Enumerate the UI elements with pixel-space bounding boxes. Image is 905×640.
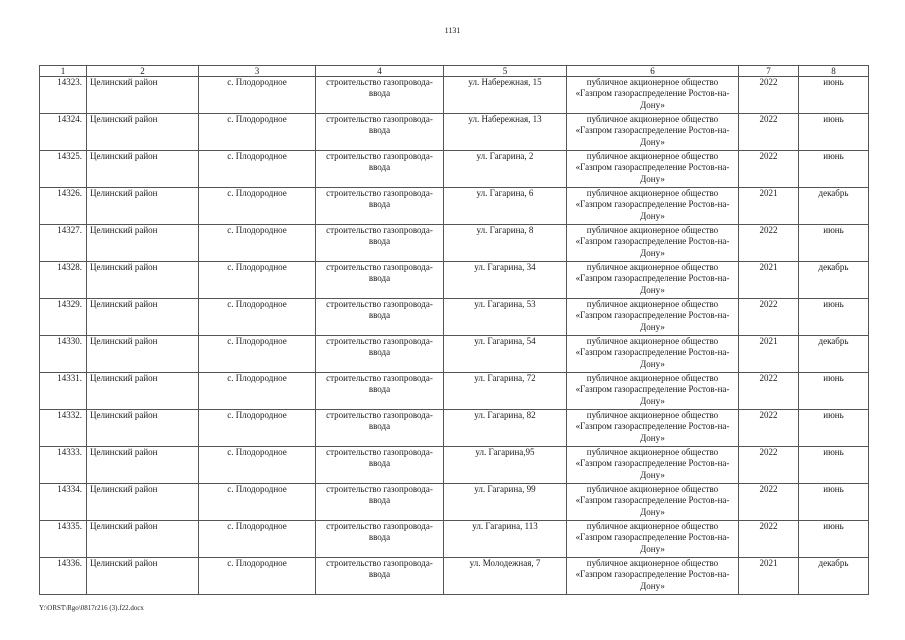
settlement-cell: с. Плодородное (199, 225, 316, 262)
header-cell: 4 (316, 66, 444, 77)
year-cell: 2022 (739, 299, 799, 336)
address-cell: ул. Гагарина, 53 (444, 299, 567, 336)
organization-cell: публичное акционерное общество «Газпром газораспределение Ростов-на-Дону» (567, 151, 739, 188)
organization-cell: публичное акционерное общество «Газпром газораспределение Ростов-на-Дону» (567, 262, 739, 299)
table-row (40, 558, 869, 595)
settlement-cell: с. Плодородное (199, 373, 316, 410)
row-number-cell: 14336. (40, 558, 87, 595)
year-cell: 2022 (739, 114, 799, 151)
work-type-cell: строительство газопровода-ввода (316, 262, 444, 299)
header-cell: 3 (199, 66, 316, 77)
district-cell: Целинский район (87, 299, 199, 336)
header-cell: 2 (87, 66, 199, 77)
year-cell: 2021 (739, 262, 799, 299)
header-cell: 7 (739, 66, 799, 77)
settlement-cell: с. Плодородное (199, 188, 316, 225)
work-type-cell: строительство газопровода-ввода (316, 558, 444, 595)
header-cell: 6 (567, 66, 739, 77)
settlement-cell: с. Плодородное (199, 484, 316, 521)
address-cell: ул. Гагарина, 72 (444, 373, 567, 410)
month-cell: июнь (799, 114, 869, 151)
organization-cell: публичное акционерное общество «Газпром газораспределение Ростов-на-Дону» (567, 299, 739, 336)
district-cell: Целинский район (87, 114, 199, 151)
district-cell: Целинский район (87, 336, 199, 373)
organization-cell: публичное акционерное общество «Газпром газораспределение Ростов-на-Дону» (567, 484, 739, 521)
month-cell: декабрь (799, 188, 869, 225)
settlement-cell: с. Плодородное (199, 151, 316, 188)
row-number-cell: 14327. (40, 225, 87, 262)
work-type-cell: строительство газопровода-ввода (316, 77, 444, 114)
organization-cell: публичное акционерное общество «Газпром газораспределение Ростов-на-Дону» (567, 188, 739, 225)
work-type-cell: строительство газопровода-ввода (316, 188, 444, 225)
table-row (40, 410, 869, 447)
document-table (39, 65, 869, 595)
address-cell: ул. Гагарина, 82 (444, 410, 567, 447)
month-cell: декабрь (799, 262, 869, 299)
address-cell: ул. Гагарина, 113 (444, 521, 567, 558)
organization-cell: публичное акционерное общество «Газпром газораспределение Ростов-на-Дону» (567, 336, 739, 373)
settlement-cell: с. Плодородное (199, 114, 316, 151)
table-row (40, 484, 869, 521)
month-cell: июнь (799, 484, 869, 521)
month-cell: июнь (799, 373, 869, 410)
row-number-cell: 14323. (40, 77, 87, 114)
district-cell: Целинский район (87, 151, 199, 188)
organization-cell: публичное акционерное общество «Газпром газораспределение Ростов-на-Дону» (567, 77, 739, 114)
work-type-cell: строительство газопровода-ввода (316, 225, 444, 262)
address-cell: ул. Гагарина, 2 (444, 151, 567, 188)
organization-cell: публичное акционерное общество «Газпром газораспределение Ростов-на-Дону» (567, 447, 739, 484)
row-number-cell: 14335. (40, 521, 87, 558)
settlement-cell: с. Плодородное (199, 447, 316, 484)
page-number: 1131 (444, 26, 461, 35)
organization-cell: публичное акционерное общество «Газпром газораспределение Ростов-на-Дону» (567, 558, 739, 595)
settlement-cell: с. Плодородное (199, 521, 316, 558)
year-cell: 2022 (739, 77, 799, 114)
work-type-cell: строительство газопровода-ввода (316, 447, 444, 484)
work-type-cell: строительство газопровода-ввода (316, 151, 444, 188)
work-type-cell: строительство газопровода-ввода (316, 484, 444, 521)
year-cell: 2021 (739, 188, 799, 225)
district-cell: Целинский район (87, 77, 199, 114)
header-cell: 1 (40, 66, 87, 77)
row-number-cell: 14332. (40, 410, 87, 447)
month-cell: июнь (799, 299, 869, 336)
work-type-cell: строительство газопровода-ввода (316, 373, 444, 410)
row-number-cell: 14326. (40, 188, 87, 225)
settlement-cell: с. Плодородное (199, 410, 316, 447)
row-number-cell: 14334. (40, 484, 87, 521)
year-cell: 2022 (739, 151, 799, 188)
header-row (40, 66, 869, 77)
row-number-cell: 14330. (40, 336, 87, 373)
footer-file-path: Y:\ORST\Rgo\0817r216 (3).f22.docx (39, 604, 144, 612)
settlement-cell: с. Плодородное (199, 558, 316, 595)
year-cell: 2022 (739, 225, 799, 262)
row-number-cell: 14324. (40, 114, 87, 151)
work-type-cell: строительство газопровода-ввода (316, 336, 444, 373)
address-cell: ул. Гагарина, 8 (444, 225, 567, 262)
table-row (40, 447, 869, 484)
address-cell: ул. Гагарина, 99 (444, 484, 567, 521)
work-type-cell: строительство газопровода-ввода (316, 299, 444, 336)
address-cell: ул. Набережная, 15 (444, 77, 567, 114)
row-number-cell: 14333. (40, 447, 87, 484)
table-body (40, 77, 869, 595)
district-cell: Целинский район (87, 521, 199, 558)
address-cell: ул. Молодежная, 7 (444, 558, 567, 595)
district-cell: Целинский район (87, 262, 199, 299)
year-cell: 2021 (739, 336, 799, 373)
year-cell: 2022 (739, 521, 799, 558)
organization-cell: публичное акционерное общество «Газпром газораспределение Ростов-на-Дону» (567, 114, 739, 151)
month-cell: декабрь (799, 336, 869, 373)
month-cell: декабрь (799, 558, 869, 595)
settlement-cell: с. Плодородное (199, 299, 316, 336)
district-cell: Целинский район (87, 225, 199, 262)
address-cell: ул. Гагарина, 6 (444, 188, 567, 225)
row-number-cell: 14328. (40, 262, 87, 299)
work-type-cell: строительство газопровода-ввода (316, 114, 444, 151)
year-cell: 2021 (739, 558, 799, 595)
month-cell: июнь (799, 151, 869, 188)
district-cell: Целинский район (87, 373, 199, 410)
district-cell: Целинский район (87, 410, 199, 447)
month-cell: июнь (799, 521, 869, 558)
settlement-cell: с. Плодородное (199, 262, 316, 299)
month-cell: июнь (799, 410, 869, 447)
month-cell: июнь (799, 77, 869, 114)
table-row (40, 262, 869, 299)
district-cell: Целинский район (87, 188, 199, 225)
table-header (40, 66, 869, 77)
month-cell: июнь (799, 225, 869, 262)
table-row (40, 225, 869, 262)
organization-cell: публичное акционерное общество «Газпром газораспределение Ростов-на-Дону» (567, 373, 739, 410)
row-number-cell: 14325. (40, 151, 87, 188)
table-row (40, 521, 869, 558)
table-row (40, 336, 869, 373)
table-row (40, 114, 869, 151)
table-row (40, 151, 869, 188)
work-type-cell: строительство газопровода-ввода (316, 410, 444, 447)
organization-cell: публичное акционерное общество «Газпром газораспределение Ростов-на-Дону» (567, 521, 739, 558)
table-row (40, 188, 869, 225)
row-number-cell: 14331. (40, 373, 87, 410)
address-cell: ул. Гагарина,95 (444, 447, 567, 484)
year-cell: 2022 (739, 373, 799, 410)
month-cell: июнь (799, 447, 869, 484)
header-cell: 5 (444, 66, 567, 77)
year-cell: 2022 (739, 410, 799, 447)
settlement-cell: с. Плодородное (199, 336, 316, 373)
header-cell: 8 (799, 66, 869, 77)
address-cell: ул. Набережная, 13 (444, 114, 567, 151)
work-type-cell: строительство газопровода-ввода (316, 521, 444, 558)
table-row (40, 77, 869, 114)
year-cell: 2022 (739, 484, 799, 521)
organization-cell: публичное акционерное общество «Газпром газораспределение Ростов-на-Дону» (567, 410, 739, 447)
organization-cell: публичное акционерное общество «Газпром газораспределение Ростов-на-Дону» (567, 225, 739, 262)
year-cell: 2022 (739, 447, 799, 484)
table-row (40, 299, 869, 336)
address-cell: ул. Гагарина, 34 (444, 262, 567, 299)
district-cell: Целинский район (87, 447, 199, 484)
district-cell: Целинский район (87, 484, 199, 521)
settlement-cell: с. Плодородное (199, 77, 316, 114)
address-cell: ул. Гагарина, 54 (444, 336, 567, 373)
table-row (40, 373, 869, 410)
district-cell: Целинский район (87, 558, 199, 595)
row-number-cell: 14329. (40, 299, 87, 336)
